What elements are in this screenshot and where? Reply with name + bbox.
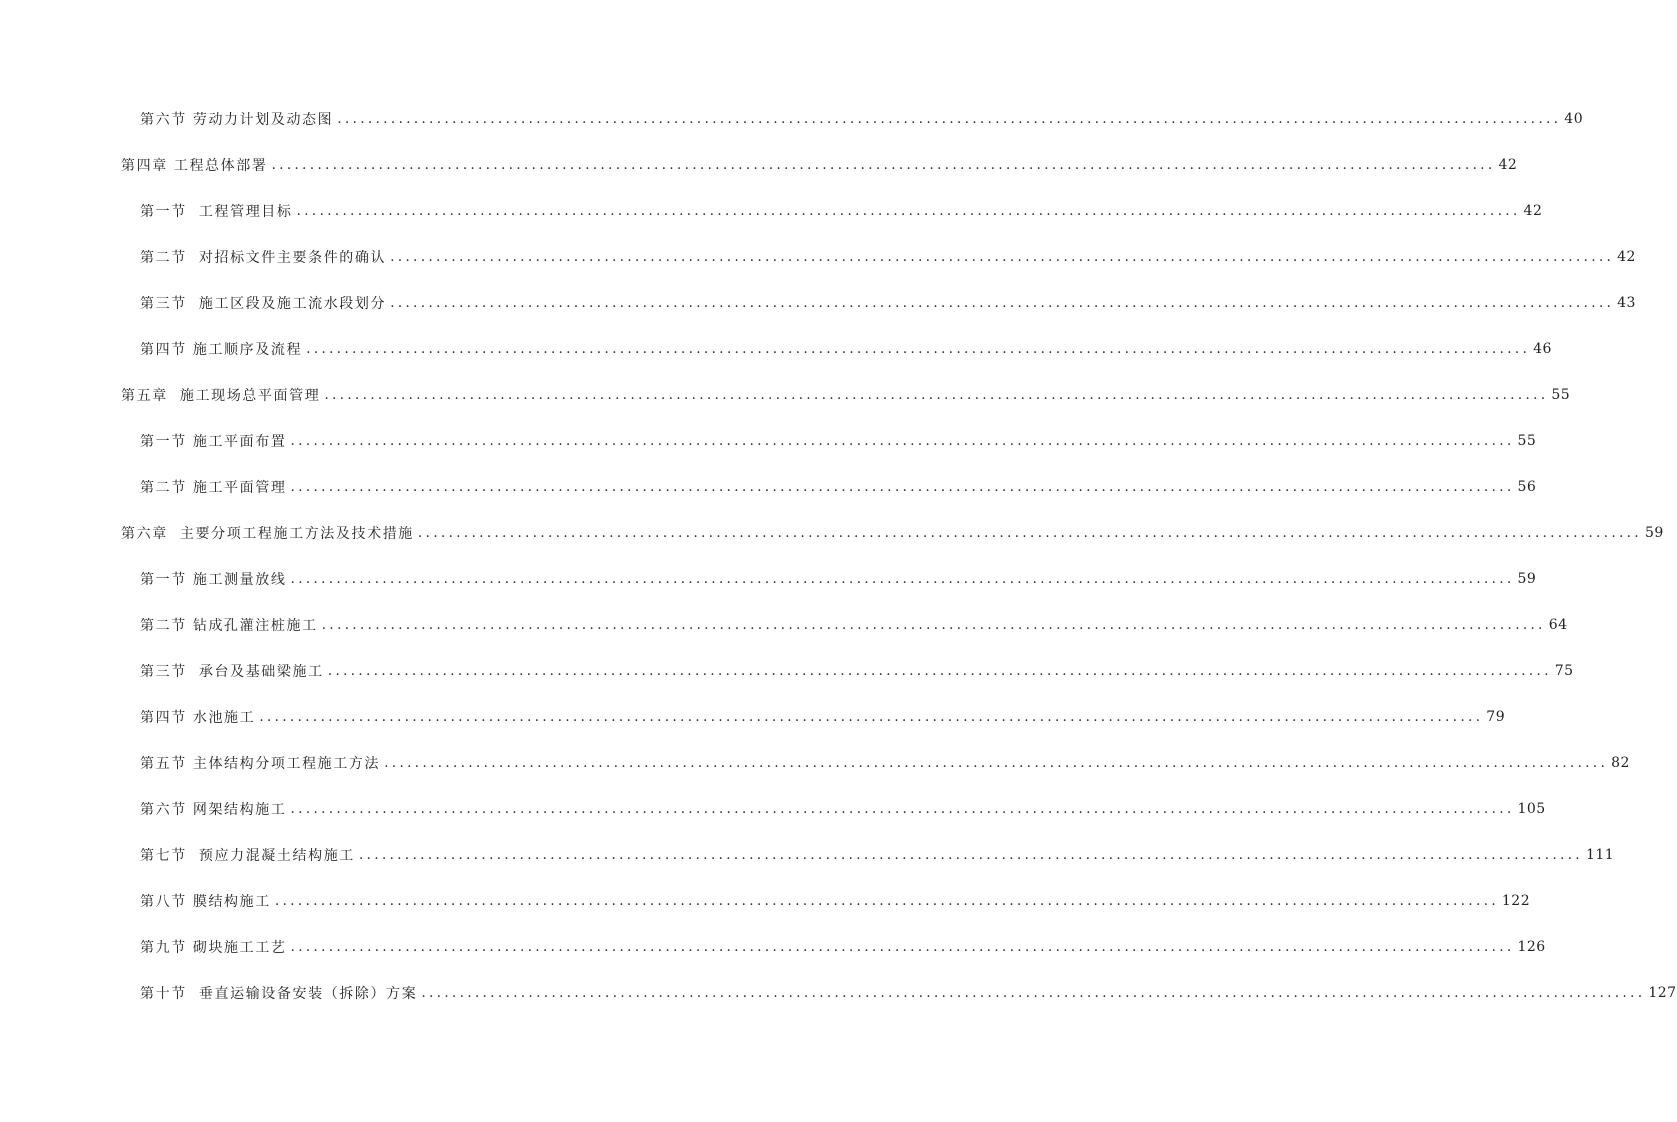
toc-page-number: 111 <box>1585 847 1615 863</box>
toc-entry[interactable] <box>0 832 1615 878</box>
toc-entry[interactable] <box>0 326 1552 372</box>
toc-dot-leader: ................................................................................................................................................................ <box>290 479 1515 495</box>
table-of-contents <box>0 96 1677 1016</box>
toc-entry[interactable] <box>0 464 1537 510</box>
toc-page-number: 42 <box>1498 157 1518 173</box>
toc-page-number: 59 <box>1644 525 1664 541</box>
toc-page-number: 59 <box>1517 571 1537 587</box>
toc-entry[interactable] <box>0 786 1546 832</box>
toc-page-number: 126 <box>1517 939 1546 955</box>
toc-page-number: 40 <box>1564 111 1584 127</box>
toc-entry-title: 第六节 劳动力计划及动态图 <box>140 112 334 128</box>
toc-entry[interactable] <box>0 510 1664 556</box>
toc-page-number: 82 <box>1611 755 1630 771</box>
toc-entry[interactable] <box>0 648 1574 694</box>
toc-dot-leader: ................................................................................................................................................................ <box>321 617 1546 633</box>
toc-entry-title: 第八节 膜结构施工 <box>140 894 271 910</box>
toc-dot-leader: ................................................................................................................................................................ <box>306 341 1531 357</box>
toc-page-number: 75 <box>1554 663 1574 679</box>
toc-entry-title: 第六章 主要分项工程施工方法及技术措施 <box>121 526 414 542</box>
toc-entry[interactable] <box>0 418 1537 464</box>
toc-dot-leader: ................................................................................................................................................................ <box>290 801 1515 817</box>
toc-dot-leader: ................................................................................................................................................................ <box>259 709 1484 725</box>
toc-page-number: 64 <box>1548 617 1568 633</box>
toc-page-number: 55 <box>1551 387 1571 403</box>
toc-entry-title: 第二节 对招标文件主要条件的确认 <box>140 250 387 266</box>
toc-entry-title: 第四节 施工顺序及流程 <box>140 342 303 358</box>
toc-entry-title: 第四章 工程总体部署 <box>121 158 268 174</box>
toc-page-number: 122 <box>1501 893 1531 909</box>
toc-entry-title: 第五章 施工现场总平面管理 <box>121 388 321 404</box>
toc-entry-title: 第六节 网架结构施工 <box>140 802 287 818</box>
toc-dot-leader: ................................................................................................................................................................ <box>296 203 1521 219</box>
toc-dot-leader: ................................................................................................................................................................ <box>324 387 1549 403</box>
toc-dot-leader: ................................................................................................................................................................ <box>358 847 1583 863</box>
toc-dot-leader: ................................................................................................................................................................ <box>390 295 1615 311</box>
toc-entry[interactable] <box>0 142 1518 188</box>
toc-page-number: 46 <box>1533 341 1552 357</box>
toc-entry-title: 第二节 施工平面管理 <box>140 480 287 496</box>
toc-entry-title: 第三节 承台及基础梁施工 <box>140 664 324 680</box>
toc-entry[interactable] <box>0 96 1584 142</box>
toc-entry[interactable] <box>0 556 1537 602</box>
toc-entry-title: 第一节 工程管理目标 <box>140 204 293 220</box>
toc-page-number: 55 <box>1517 433 1537 449</box>
toc-page-number: 42 <box>1523 203 1543 219</box>
toc-entry[interactable] <box>0 234 1636 280</box>
toc-entry-title: 第五节 主体结构分项工程施工方法 <box>140 756 381 772</box>
toc-entry[interactable] <box>0 694 1506 740</box>
toc-entry[interactable] <box>0 924 1546 970</box>
toc-dot-leader: ................................................................................................................................................................ <box>421 985 1646 1001</box>
toc-page-number: 42 <box>1617 249 1636 265</box>
toc-dot-leader: ................................................................................................................................................................ <box>417 525 1642 541</box>
toc-page-number: 105 <box>1517 801 1546 817</box>
toc-dot-leader: ................................................................................................................................................................ <box>290 939 1515 955</box>
toc-entry-title: 第九节 砌块施工工艺 <box>140 940 287 956</box>
toc-dot-leader: ................................................................................................................................................................ <box>290 571 1515 587</box>
toc-page-number: 79 <box>1486 709 1506 725</box>
toc-entry-title: 第十节 垂直运输设备安装（拆除）方案 <box>140 986 418 1002</box>
toc-dot-leader: ................................................................................................................................................................ <box>327 663 1552 679</box>
toc-entry[interactable] <box>0 280 1636 326</box>
toc-page-number: 127 <box>1648 985 1677 1001</box>
toc-page-number: 56 <box>1517 479 1537 495</box>
toc-entry-title: 第四节 水池施工 <box>140 710 256 726</box>
toc-entry-title: 第七节 预应力混凝土结构施工 <box>140 848 355 864</box>
toc-entry-title: 第二节 钻成孔灌注桩施工 <box>140 618 318 634</box>
toc-dot-leader: ................................................................................................................................................................ <box>274 893 1499 909</box>
toc-entry-title: 第一节 施工平面布置 <box>140 434 287 450</box>
toc-dot-leader: ................................................................................................................................................................ <box>384 755 1609 771</box>
toc-entry-title: 第三节 施工区段及施工流水段划分 <box>140 296 387 312</box>
toc-entry[interactable] <box>0 878 1531 924</box>
toc-page-number: 43 <box>1617 295 1636 311</box>
toc-dot-leader: ................................................................................................................................................................ <box>290 433 1515 449</box>
toc-entry[interactable] <box>0 602 1568 648</box>
toc-entry[interactable] <box>0 740 1630 786</box>
toc-entry[interactable] <box>0 970 1677 1016</box>
toc-entry[interactable] <box>0 188 1543 234</box>
toc-dot-leader: ................................................................................................................................................................ <box>390 249 1615 265</box>
toc-dot-leader: ................................................................................................................................................................ <box>337 111 1562 127</box>
toc-dot-leader: ................................................................................................................................................................ <box>271 157 1496 173</box>
toc-entry-title: 第一节 施工测量放线 <box>140 572 287 588</box>
toc-entry[interactable] <box>0 372 1571 418</box>
